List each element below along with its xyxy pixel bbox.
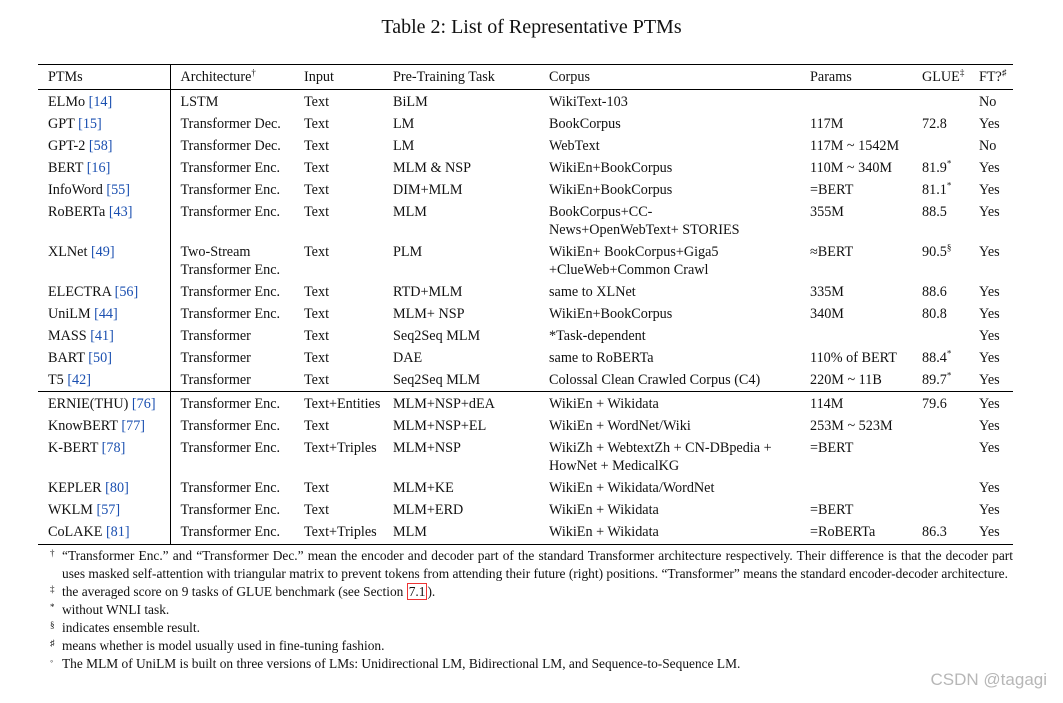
task-cell: DAE xyxy=(393,350,423,366)
ft-cell: Yes xyxy=(969,392,1013,416)
input-cell: Text xyxy=(304,418,330,434)
header-architecture: Architecture† xyxy=(180,67,256,85)
citation-link[interactable]: [16] xyxy=(86,160,111,176)
model-name: ELECTRA xyxy=(48,284,112,300)
ptm-table xyxy=(38,64,1013,545)
architecture-cell xyxy=(170,392,294,416)
architecture-cell xyxy=(170,347,294,369)
ft-cell: No xyxy=(979,138,997,154)
citation-link[interactable]: [44] xyxy=(94,306,118,322)
input-cell: Text xyxy=(304,284,330,300)
glue-score: 79.6 xyxy=(922,396,947,412)
architecture-cell xyxy=(170,201,294,241)
glue-score: 81.1 xyxy=(922,182,947,198)
params-cell: 355M xyxy=(810,204,844,220)
ptm-name-cell xyxy=(38,135,170,157)
glue-score: 81.9 xyxy=(922,160,947,176)
citation-link[interactable]: [15] xyxy=(78,116,102,132)
corpus-cell xyxy=(539,499,800,521)
ft-cell: Yes xyxy=(979,244,1000,260)
glue-score: 88.6 xyxy=(922,284,947,300)
architecture-cell xyxy=(170,241,294,281)
table-row xyxy=(38,157,1013,179)
header-glue: GLUE‡ xyxy=(922,67,965,85)
ft-cell: Yes xyxy=(979,350,1000,366)
corpus-line: WikiZh + WebtextZh + CN-DBpedia + xyxy=(549,440,772,456)
citation-link[interactable]: [81] xyxy=(105,524,130,540)
input-cell: Text xyxy=(304,182,330,198)
section-link[interactable]: 7.1 xyxy=(408,584,426,599)
params-cell: =BERT xyxy=(810,502,854,518)
input-cell: Text xyxy=(304,94,330,110)
input-cell: Text xyxy=(304,306,330,322)
ptm-name-cell xyxy=(38,521,170,545)
header-corpus: Corpus xyxy=(549,69,590,85)
corpus-line: WikiEn+BookCorpus xyxy=(549,306,673,322)
ft-cell: Yes xyxy=(979,480,1000,496)
model-name: BERT xyxy=(48,160,84,176)
corpus-line: same to RoBERTa xyxy=(549,350,654,366)
architecture-line: LSTM xyxy=(180,94,219,110)
ptm-name-cell xyxy=(38,325,170,347)
corpus-line: WikiEn+BookCorpus xyxy=(549,160,673,176)
task-cell: BiLM xyxy=(393,94,428,110)
corpus-line: WikiEn+BookCorpus xyxy=(549,182,673,198)
architecture-cell xyxy=(170,325,294,347)
corpus-cell xyxy=(539,369,800,392)
ft-cell: Yes xyxy=(979,306,1000,322)
task-cell: PLM xyxy=(393,244,423,260)
architecture-cell xyxy=(170,135,294,157)
architecture-line: Transformer Enc. xyxy=(180,204,281,220)
params-cell: =RoBERTa xyxy=(800,521,912,545)
glue-cell xyxy=(912,201,969,241)
model-name: T5 xyxy=(48,372,64,388)
architecture-cell xyxy=(170,477,294,499)
table-row xyxy=(38,499,1013,521)
task-cell: MLM+ NSP xyxy=(393,306,465,322)
ft-cell: Yes xyxy=(979,328,1000,344)
model-name: RoBERTa xyxy=(48,204,106,220)
params-cell: 117M ~ 1542M xyxy=(810,138,900,154)
corpus-line: +ClueWeb+Common Crawl xyxy=(549,262,709,278)
glue-cell xyxy=(912,392,969,416)
footnote-circ: ◦ The MLM of UniLM is built on three versions of LMs: Unidirectional LM, Bidirectional LM, and Sequence-to-Sequence LM. xyxy=(50,656,741,671)
glue-score: 90.5 xyxy=(922,244,947,260)
input-cell: Text xyxy=(304,160,330,176)
params-cell: ≈BERT xyxy=(810,244,854,260)
header-ft: FT?♯ xyxy=(979,67,1007,85)
table-row xyxy=(38,392,1013,416)
ft-cell: Yes xyxy=(979,502,1000,518)
architecture-line: Transformer Enc. xyxy=(180,306,281,322)
glue-cell xyxy=(912,90,969,114)
model-name: ELMo xyxy=(48,94,86,110)
glue-score: 86.3 xyxy=(922,524,947,540)
model-name: MASS xyxy=(48,328,87,344)
glue-cell xyxy=(912,477,969,499)
ft-cell: Yes xyxy=(979,204,1000,220)
ptm-name-cell xyxy=(38,499,170,521)
corpus-line: *Task-dependent xyxy=(549,328,646,344)
glue-cell xyxy=(912,135,969,157)
architecture-line: Transformer Enc. xyxy=(180,160,281,176)
footnote-ddagger: ‡ the averaged score on 9 tasks of GLUE benchmark (see Section 7.1 ). xyxy=(50,584,436,599)
params-cell xyxy=(800,477,912,499)
ptm-name-cell xyxy=(38,201,170,241)
params-cell: 110% of BERT xyxy=(810,350,897,366)
ft-cell: Yes xyxy=(979,440,1000,456)
architecture-line: Transformer Enc. xyxy=(180,418,281,434)
task-cell: Seq2Seq MLM xyxy=(393,372,481,388)
params-cell: 117M xyxy=(810,116,844,132)
params-cell xyxy=(800,325,912,347)
table-header xyxy=(38,65,1013,90)
ptm-name-cell xyxy=(38,347,170,369)
citation-link[interactable]: [50] xyxy=(88,350,112,366)
task-cell: MLM & NSP xyxy=(393,160,472,176)
corpus-cell xyxy=(539,437,800,477)
table-row xyxy=(38,241,1013,281)
task-cell: MLM+ERD xyxy=(393,502,464,518)
glue-cell xyxy=(912,499,969,521)
input-cell: Text xyxy=(304,244,330,260)
glue-note-mark: § xyxy=(946,242,952,253)
model-name: KEPLER xyxy=(48,480,102,496)
glue-cell xyxy=(912,303,969,325)
footnote-dagger: † “Transformer Enc.” and “Transformer Dec.” mean the encoder and decoder part of the standard Transformer architecture respectively. Their difference is that the decoder part uses masked self-attention with triangular matrix to prevent tokens from attending their future (right) positions. “Transformer” means the standard encoder-decoder architecture. xyxy=(50,548,1013,581)
header-task: Pre-Training Task xyxy=(393,69,495,85)
footnote-star: * without WNLI task. xyxy=(50,602,170,617)
corpus-line: Colossal Clean Crawled Corpus (C4) xyxy=(549,372,761,388)
corpus-cell xyxy=(539,113,800,135)
ptm-name-cell xyxy=(38,437,170,477)
table-caption: Table 2: List of Representative PTMs xyxy=(381,16,682,38)
model-name: InfoWord xyxy=(48,182,103,198)
architecture-cell xyxy=(170,303,294,325)
params-cell: 340M xyxy=(810,306,844,322)
corpus-line: WebText xyxy=(549,138,600,154)
ptm-name-cell xyxy=(38,281,170,303)
task-cell: Seq2Seq MLM xyxy=(393,328,481,344)
table-row xyxy=(38,303,1013,325)
task-cell: MLM+KE xyxy=(393,480,454,496)
corpus-cell xyxy=(539,157,800,179)
glue-cell xyxy=(912,113,969,135)
ptm-name-cell xyxy=(38,303,170,325)
input-cell: Text+Entities xyxy=(294,392,383,416)
model-name: WKLM xyxy=(48,502,93,518)
model-name: KnowBERT xyxy=(48,418,118,434)
ptm-name-cell xyxy=(38,90,170,114)
table-row xyxy=(38,135,1013,157)
architecture-line: Transformer Enc. xyxy=(180,502,281,518)
corpus-cell xyxy=(539,303,800,325)
input-cell: Text+Triples xyxy=(304,440,377,456)
ptm-name-cell xyxy=(38,415,170,437)
ptm-name-cell xyxy=(38,477,170,499)
table-row xyxy=(38,325,1013,347)
architecture-line: Transformer xyxy=(180,372,251,388)
architecture-line: Two-Stream xyxy=(180,244,251,260)
corpus-cell xyxy=(539,135,800,157)
glue-score: 72.8 xyxy=(922,116,947,132)
ft-cell: Yes xyxy=(979,418,1000,434)
model-name: CoLAKE xyxy=(48,524,103,540)
citation-link[interactable]: [49] xyxy=(90,244,115,260)
header-params: Params xyxy=(810,69,852,85)
footnote-sharp: ♯ means whether is model usually used in fine-tuning fashion. xyxy=(50,638,385,653)
architecture-cell xyxy=(170,179,294,201)
input-cell: Text+Triples xyxy=(294,521,383,545)
corpus-line: WikiEn + Wikidata/WordNet xyxy=(549,480,715,496)
ddagger-mark: ‡ xyxy=(959,67,965,78)
corpus-line: WikiText-103 xyxy=(549,94,628,110)
model-name: ERNIE(THU) xyxy=(48,396,129,412)
corpus-cell xyxy=(539,201,800,241)
architecture-cell xyxy=(170,90,294,114)
ptm-name-cell xyxy=(38,369,170,392)
corpus-line: WikiEn+ BookCorpus+Giga5 xyxy=(549,244,719,260)
glue-score: 88.5 xyxy=(922,204,947,220)
model-name: XLNet xyxy=(48,244,88,260)
params-cell: 220M ~ 11B xyxy=(810,372,882,388)
ft-cell: Yes xyxy=(979,116,1000,132)
header-input: Input xyxy=(304,69,334,85)
task-cell: LM xyxy=(393,116,415,132)
task-cell: MLM xyxy=(383,521,539,545)
task-cell: MLM+NSP xyxy=(393,440,461,456)
citation-link[interactable]: [58] xyxy=(88,138,113,154)
corpus-cell xyxy=(539,521,800,545)
corpus-cell xyxy=(539,179,800,201)
architecture-cell xyxy=(170,369,294,392)
footnote-section: § indicates ensemble result. xyxy=(50,620,200,635)
ptm-name-cell xyxy=(38,241,170,281)
input-cell: Text xyxy=(304,138,330,154)
glue-cell xyxy=(912,521,969,545)
glue-cell xyxy=(912,325,969,347)
citation-link[interactable]: [43] xyxy=(108,204,133,220)
architecture-cell xyxy=(170,157,294,179)
corpus-cell xyxy=(539,477,800,499)
glue-note-mark: * xyxy=(946,348,952,359)
corpus-line: News+OpenWebText+ STORIES xyxy=(549,222,740,238)
ft-cell: Yes xyxy=(979,372,1000,388)
glue-cell xyxy=(912,369,969,392)
ft-cell: Yes xyxy=(979,182,1000,198)
architecture-line: Transformer Enc. xyxy=(180,480,281,496)
sharp-mark: ♯ xyxy=(1001,67,1007,78)
table-row xyxy=(38,369,1013,392)
citation-link[interactable]: [57] xyxy=(96,502,121,518)
task-cell: MLM+NSP+EL xyxy=(393,418,487,434)
corpus-line: BookCorpus xyxy=(549,116,621,132)
citation-link[interactable]: [42] xyxy=(67,372,91,388)
glue-cell xyxy=(912,437,969,477)
architecture-line: Transformer Enc. xyxy=(180,524,281,540)
glue-cell xyxy=(912,281,969,303)
corpus-cell xyxy=(539,415,800,437)
table-row xyxy=(38,477,1013,499)
citation-link[interactable]: [14] xyxy=(88,94,113,110)
table-row xyxy=(38,90,1013,114)
architecture-line: Transformer Enc. xyxy=(180,262,281,278)
input-cell: Text xyxy=(304,116,330,132)
citation-link[interactable]: [56] xyxy=(114,284,139,300)
architecture-cell xyxy=(170,113,294,135)
input-cell: Text xyxy=(304,204,330,220)
ptm-name-cell xyxy=(38,179,170,201)
glue-score: 80.8 xyxy=(922,306,947,322)
task-cell: RTD+MLM xyxy=(393,284,463,300)
task-cell: DIM+MLM xyxy=(393,182,463,198)
header-ptms: PTMs xyxy=(38,65,170,90)
input-cell: Text xyxy=(304,372,330,388)
glue-note-mark: * xyxy=(946,158,952,169)
model-name: GPT xyxy=(48,116,75,132)
citation-link[interactable]: [77] xyxy=(121,418,146,434)
architecture-cell xyxy=(170,415,294,437)
params-cell: =BERT xyxy=(810,440,854,456)
glue-cell xyxy=(912,241,969,281)
architecture-line: Transformer Enc. xyxy=(180,182,281,198)
table-row xyxy=(38,201,1013,241)
glue-cell xyxy=(912,347,969,369)
architecture-cell xyxy=(170,437,294,477)
input-cell: Text xyxy=(304,328,330,344)
architecture-line: Transformer Enc. xyxy=(180,284,281,300)
corpus-line: WikiEn + Wikidata xyxy=(549,396,659,412)
params-cell: 114M xyxy=(800,392,912,416)
table-row xyxy=(38,437,1013,477)
params-cell: =BERT xyxy=(810,182,854,198)
dagger-mark: † xyxy=(251,67,256,78)
glue-score: 89.7 xyxy=(922,372,947,388)
corpus-cell xyxy=(539,325,800,347)
architecture-line: Transformer xyxy=(180,350,251,366)
architecture-cell xyxy=(170,499,294,521)
ft-cell: Yes xyxy=(969,521,1013,545)
architecture-line: Transformer Dec. xyxy=(180,138,281,154)
table-row xyxy=(38,347,1013,369)
task-cell: MLM+NSP+dEA xyxy=(383,392,539,416)
architecture-line: Transformer Dec. xyxy=(180,116,281,132)
task-cell: MLM xyxy=(393,204,427,220)
glue-cell xyxy=(912,157,969,179)
architecture-cell xyxy=(170,281,294,303)
ptm-name-cell xyxy=(38,113,170,135)
params-cell: 335M xyxy=(810,284,844,300)
citation-link[interactable]: [78] xyxy=(101,440,126,456)
ft-cell: Yes xyxy=(979,284,1000,300)
model-name: K-BERT xyxy=(48,440,99,456)
params-cell: 110M ~ 340M xyxy=(810,160,893,176)
architecture-line: Transformer xyxy=(180,328,251,344)
corpus-line: WikiEn + WordNet/Wiki xyxy=(549,418,691,434)
input-cell: Text xyxy=(304,350,330,366)
glue-cell xyxy=(912,179,969,201)
table-row xyxy=(38,179,1013,201)
glue-note-mark: * xyxy=(946,180,952,191)
corpus-line: BookCorpus+CC- xyxy=(549,204,653,220)
ptm-name-cell xyxy=(38,157,170,179)
corpus-cell xyxy=(539,392,800,416)
corpus-line: HowNet + MedicalKG xyxy=(549,458,680,474)
input-cell: Text xyxy=(304,502,330,518)
glue-cell xyxy=(912,415,969,437)
citation-link[interactable]: [55] xyxy=(106,182,130,198)
task-cell: LM xyxy=(393,138,415,154)
architecture-line: Transformer Enc. xyxy=(180,440,281,456)
table-row xyxy=(38,415,1013,437)
corpus-cell xyxy=(539,347,800,369)
corpus-line: WikiEn + Wikidata xyxy=(549,524,659,540)
footnotes xyxy=(50,547,1013,673)
params-cell: 253M ~ 523M xyxy=(810,418,893,434)
ft-cell: No xyxy=(979,94,997,110)
architecture-line: Transformer Enc. xyxy=(180,396,281,412)
params-cell xyxy=(800,90,912,114)
table-row xyxy=(38,521,1013,545)
table-row xyxy=(38,281,1013,303)
model-name: BART xyxy=(48,350,85,366)
corpus-cell xyxy=(539,281,800,303)
corpus-line: WikiEn + Wikidata xyxy=(549,502,659,518)
glue-score: 88.4 xyxy=(922,350,947,366)
watermark: CSDN @tagagi xyxy=(930,670,1047,689)
architecture-cell xyxy=(170,521,294,545)
citation-link[interactable]: [76] xyxy=(131,396,156,412)
table-body-plain-ptms xyxy=(38,90,1013,392)
ft-cell: Yes xyxy=(979,160,1000,176)
glue-note-mark: * xyxy=(946,370,952,381)
table-row xyxy=(38,113,1013,135)
corpus-cell xyxy=(539,241,800,281)
model-name: GPT-2 xyxy=(48,138,86,154)
input-cell: Text xyxy=(304,480,330,496)
citation-link[interactable]: [80] xyxy=(105,480,129,496)
corpus-line: same to XLNet xyxy=(549,284,636,300)
model-name: UniLM xyxy=(48,306,91,322)
corpus-cell xyxy=(539,90,800,114)
ptm-name-cell xyxy=(38,392,170,416)
citation-link[interactable]: [41] xyxy=(90,328,114,344)
table-body-knowledge-ptms xyxy=(38,392,1013,545)
